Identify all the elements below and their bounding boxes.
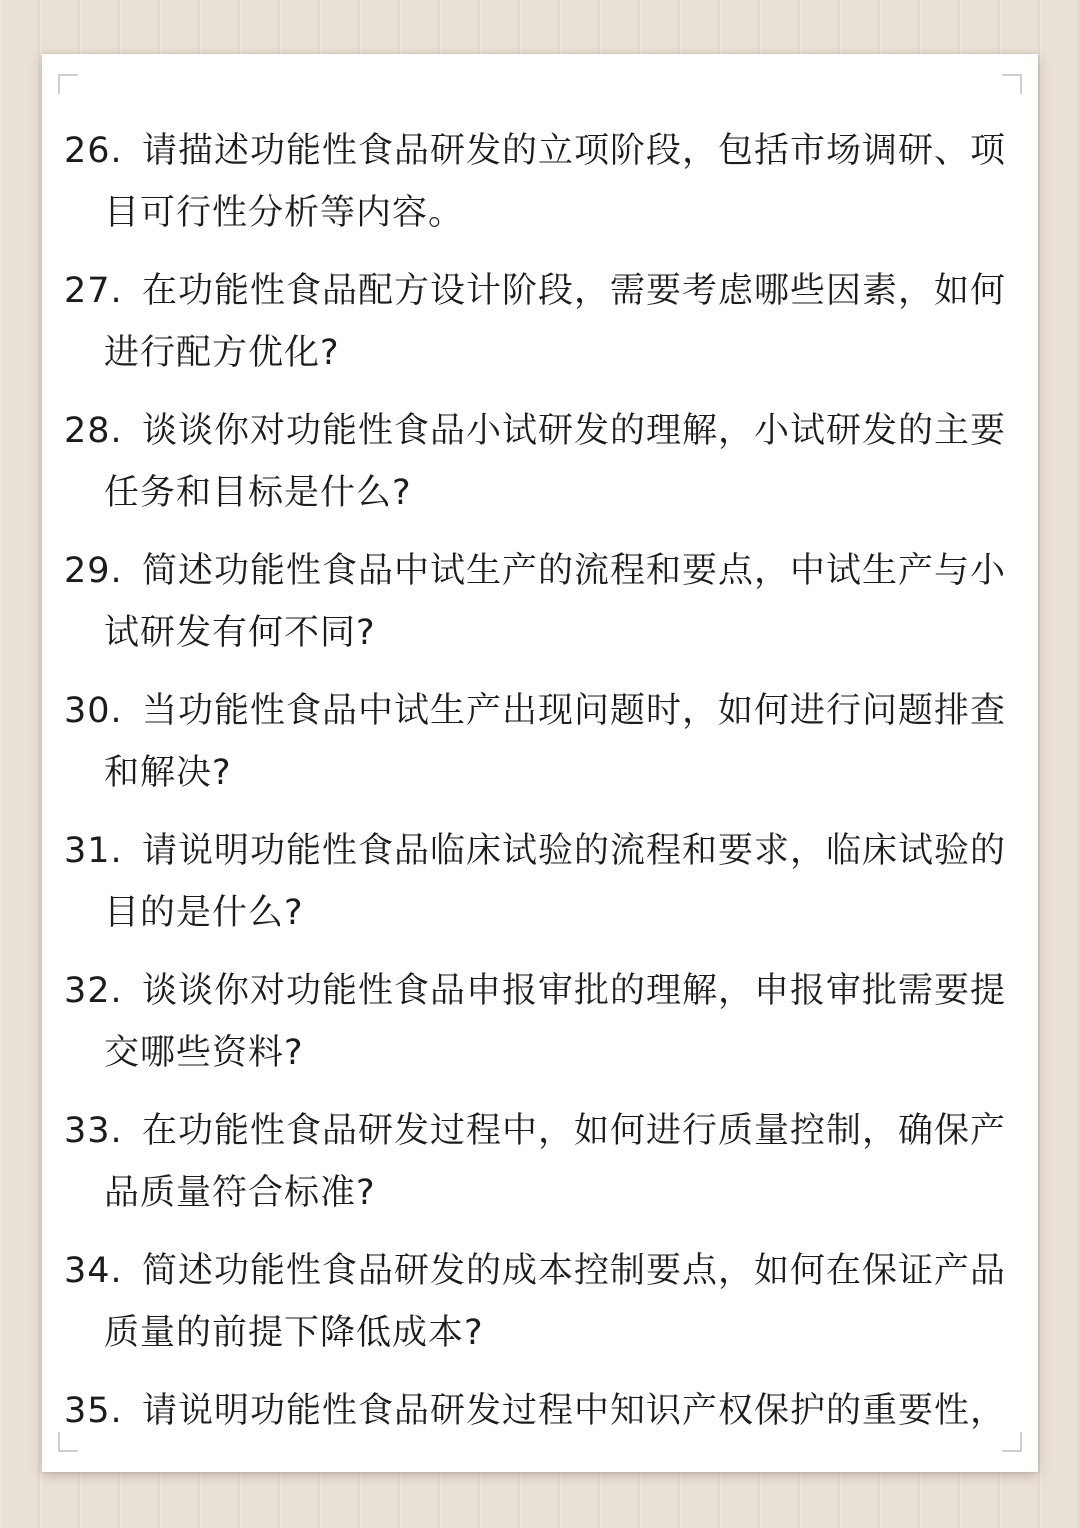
question-number: 28. [64, 411, 123, 451]
question-text: 简述功能性食品研发的成本控制要点，如何在保证产品质量的前提下降低成本? [104, 1251, 1007, 1353]
question-number: 35. [64, 1391, 123, 1431]
question-item [64, 960, 1016, 1100]
corner-mark-top-right [1002, 74, 1022, 94]
question-text: 在功能性食品研发过程中，如何进行质量控制，确保产品质量符合标准? [104, 1111, 1007, 1213]
question-text: 当功能性食品中试生产出现问题时，如何进行问题排查和解决? [104, 691, 1007, 793]
question-card [42, 54, 1038, 1472]
question-item [64, 820, 1016, 960]
question-text: 请说明功能性食品研发过程中知识产权保护的重要性， [142, 1391, 1007, 1431]
question-number: 34. [64, 1251, 123, 1291]
question-number: 31. [64, 831, 123, 871]
question-text: 在功能性食品配方设计阶段，需要考虑哪些因素，如何进行配方优化? [104, 271, 1007, 373]
question-item [64, 260, 1016, 400]
question-text: 谈谈你对功能性食品小试研发的理解，小试研发的主要任务和目标是什么? [104, 411, 1007, 513]
question-item [64, 1240, 1016, 1380]
question-item [64, 540, 1016, 680]
question-item [64, 680, 1016, 820]
question-number: 32. [64, 971, 123, 1011]
question-item [64, 120, 1016, 260]
corner-mark-top-left [58, 74, 78, 94]
question-list [64, 120, 1016, 1472]
question-number: 33. [64, 1111, 123, 1151]
question-text: 谈谈你对功能性食品申报审批的理解，申报审批需要提交哪些资料? [104, 971, 1007, 1073]
question-item [64, 1380, 1016, 1472]
question-text: 请描述功能性食品研发的立项阶段，包括市场调研、项目可行性分析等内容。 [104, 131, 1007, 233]
question-number: 26. [64, 131, 123, 171]
question-number: 27. [64, 271, 123, 311]
question-number: 29. [64, 551, 123, 591]
question-text: 简述功能性食品中试生产的流程和要点，中试生产与小试研发有何不同? [104, 551, 1007, 653]
question-text: 请说明功能性食品临床试验的流程和要求，临床试验的目的是什么? [104, 831, 1007, 933]
question-item [64, 1100, 1016, 1240]
question-number: 30. [64, 691, 123, 731]
question-item [64, 400, 1016, 540]
